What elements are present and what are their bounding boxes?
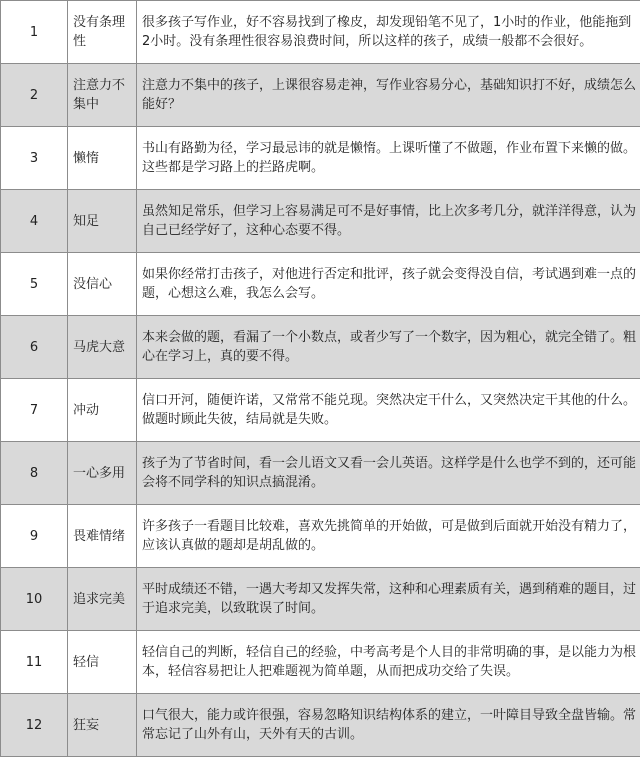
table-row [1,379,640,442]
table-row [1,190,640,253]
reasons-table-body [1,1,640,757]
table-row [1,505,640,568]
row-number: 1 [1,1,68,64]
row-description: 很多孩子写作业，好不容易找到了橡皮，却发现铅笔不见了，1小时的作业，他能拖到2小时。没有条理性很容易浪费时间，所以这样的孩子，成绩一般都不会很好。 [137,1,640,64]
row-name: 没有条理性 [68,1,137,64]
row-number: 4 [1,190,68,253]
row-description: 孩子为了节省时间，看一会儿语文又看一会儿英语。这样学是什么也学不到的，还可能会将不同学科的知识点搞混淆。 [137,442,640,505]
row-description: 口气很大，能力或许很强，容易忽略知识结构体系的建立，一叶障目导致全盘皆输。常常忘记了山外有山，天外有天的古训。 [137,694,640,757]
row-description: 注意力不集中的孩子，上课很容易走神，写作业容易分心，基础知识打不好，成绩怎么能好？ [137,64,640,127]
row-name: 冲动 [68,379,137,442]
row-number: 9 [1,505,68,568]
row-description: 信口开河，随便许诺，又常常不能兑现。突然决定干什么，又突然决定干其他的什么。做题时顾此失彼，结局就是失败。 [137,379,640,442]
row-number: 11 [1,631,68,694]
table-row [1,568,640,631]
row-number: 12 [1,694,68,757]
row-name: 懒惰 [68,127,137,190]
row-description: 虽然知足常乐，但学习上容易满足可不是好事情，比上次多考几分，就洋洋得意，认为自己已经学好了，这种心态要不得。 [137,190,640,253]
row-name: 没信心 [68,253,137,316]
row-description: 书山有路勤为径，学习最忌讳的就是懒惰。上课听懂了不做题，作业布置下来懒的做。这些都是学习路上的拦路虎啊。 [137,127,640,190]
table-row [1,694,640,757]
row-number: 10 [1,568,68,631]
row-name: 一心多用 [68,442,137,505]
row-name: 狂妄 [68,694,137,757]
row-name: 追求完美 [68,568,137,631]
row-name: 注意力不集中 [68,64,137,127]
row-number: 2 [1,64,68,127]
row-number: 7 [1,379,68,442]
row-name: 马虎大意 [68,316,137,379]
table-row [1,1,640,64]
row-description: 轻信自己的判断，轻信自己的经验，中考高考是个人目的非常明确的事，是以能力为根本，轻信容易把让人把难题视为简单题，从而把成功交给了失误。 [137,631,640,694]
table-row [1,316,640,379]
table-row [1,127,640,190]
row-description: 许多孩子一看题目比较难，喜欢先挑简单的开始做，可是做到后面就开始没有精力了，应该认真做的题却是胡乱做的。 [137,505,640,568]
row-number: 3 [1,127,68,190]
row-name: 知足 [68,190,137,253]
row-description: 本来会做的题，看漏了一个小数点，或者少写了一个数字，因为粗心，就完全错了。粗心在学习上，真的要不得。 [137,316,640,379]
row-description: 平时成绩还不错，一遇大考却又发挥失常，这种和心理素质有关，遇到稍难的题目，过于追求完美，以致耽误了时间。 [137,568,640,631]
row-number: 6 [1,316,68,379]
table-row [1,631,640,694]
row-name: 轻信 [68,631,137,694]
table-row [1,64,640,127]
row-name: 畏难情绪 [68,505,137,568]
row-number: 5 [1,253,68,316]
table-row [1,253,640,316]
row-number: 8 [1,442,68,505]
table-row [1,442,640,505]
row-description: 如果你经常打击孩子，对他进行否定和批评，孩子就会变得没自信，考试遇到难一点的题，心想这么难，我怎么会写。 [137,253,640,316]
